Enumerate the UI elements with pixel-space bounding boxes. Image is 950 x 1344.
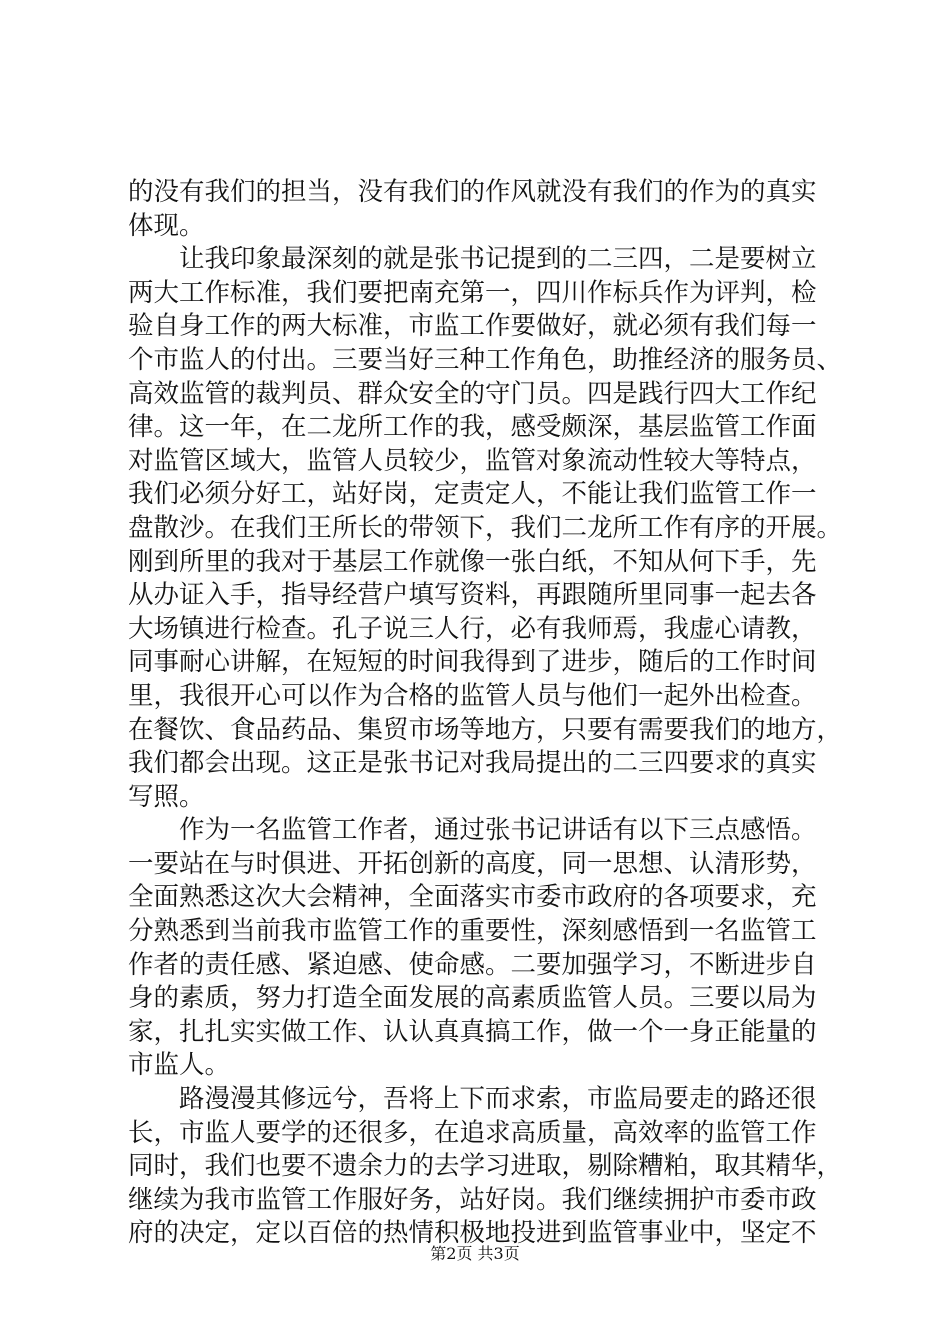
text-line: 写照。 xyxy=(128,781,205,812)
text-line: 全面熟悉这次大会精神，全面落实市委市政府的各项要求，充 xyxy=(128,882,817,913)
text-line: 同时，我们也要不遗余力的去学习进取，剔除糟粕，取其精华， xyxy=(128,1151,843,1182)
text-line: 分熟悉到当前我市监管工作的重要性，深刻感悟到一名监管工 xyxy=(128,916,817,947)
text-line: 一要站在与时俱进、开拓创新的高度，同一思想、认清形势， xyxy=(128,848,817,879)
text-line: 的没有我们的担当，没有我们的作风就没有我们的作为的真实 xyxy=(128,177,817,207)
text-line: 大场镇进行检查。孔子说三人行，必有我师焉，我虚心请教， xyxy=(128,613,817,644)
page-number-footer: 第2页 共3页 xyxy=(430,1244,520,1263)
text-line: 继续为我市监管工作服好务，站好岗。我们继续拥护市委市政 xyxy=(128,1184,817,1215)
text-line: 我们都会出现。这正是张书记对我局提出的二三四要求的真实 xyxy=(128,748,817,779)
text-line: 我们必须分好工，站好岗，定责定人，不能让我们监管工作一 xyxy=(128,479,817,510)
paragraph-start-line: 让我印象最深刻的就是张书记提到的二三四，二是要树立 xyxy=(179,244,817,275)
paragraph-start-line: 作为一名监管工作者，通过张书记讲话有以下三点感悟。 xyxy=(179,815,817,846)
text-line: 从办证入手，指导经营户填写资料，再跟随所里同事一起去各 xyxy=(128,580,817,611)
text-line: 身的素质，努力打造全面发展的高素质监管人员。三要以局为 xyxy=(128,983,817,1014)
text-line: 对监管区域大，监管人员较少，监管对象流动性较大等特点， xyxy=(128,445,817,476)
text-line: 两大工作标准，我们要把南充第一，四川作标兵作为评判，检 xyxy=(128,277,817,308)
text-line: 律。这一年，在二龙所工作的我，感受颇深，基层监管工作面 xyxy=(128,412,817,443)
text-line: 长，市监人要学的还很多，在追求高质量，高效率的监管工作 xyxy=(128,1117,817,1148)
paragraph-start-line: 路漫漫其修远兮，吾将上下而求索，市监局要走的路还很 xyxy=(179,1084,817,1115)
text-line: 验自身工作的两大标准，市监工作要做好，就必须有我们每一 xyxy=(128,311,817,342)
text-line: 里，我很开心可以作为合格的监管人员与他们一起外出检查。 xyxy=(128,680,817,711)
text-line: 作者的责任感、紧迫感、使命感。二要加强学习，不断进步自 xyxy=(128,949,817,980)
text-line: 在餐饮、食品药品、集贸市场等地方，只要有需要我们的地方， xyxy=(128,714,843,745)
text-line: 同事耐心讲解，在短短的时间我得到了进步，随后的工作时间 xyxy=(128,647,817,678)
text-line: 高效监管的裁判员、群众安全的守门员。四是践行四大工作纪 xyxy=(128,378,817,409)
document-body xyxy=(128,176,843,1251)
text-line: 盘散沙。在我们王所长的带领下，我们二龙所工作有序的开展。 xyxy=(128,512,843,543)
text-line: 市监人。 xyxy=(128,1050,231,1081)
text-line: 家，扎扎实实做工作、认认真真搞工作，做一个一身正能量的 xyxy=(128,1016,817,1047)
text-line: 个市监人的付出。三要当好三种工作角色，助推经济的服务员、 xyxy=(128,344,843,375)
text-line: 刚到所里的我对于基层工作就像一张白纸，不知从何下手，先 xyxy=(128,546,817,577)
text-line: 体现。 xyxy=(128,210,205,241)
text-line: 府的决定，定以百倍的热情积极地投进到监管事业中，坚定不 xyxy=(128,1218,817,1249)
